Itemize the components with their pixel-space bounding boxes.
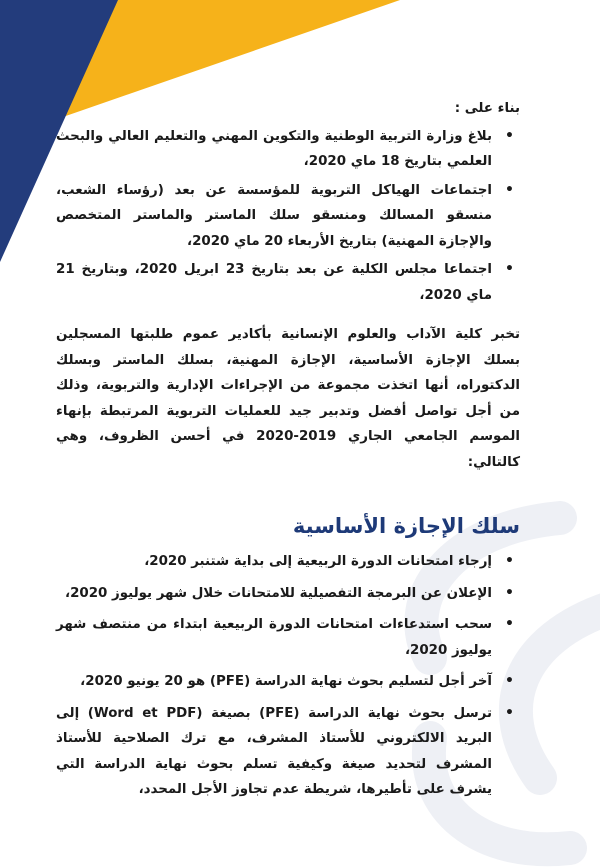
announcement-paragraph: تخبر كلية الآداب والعلوم الإنسانية بأكادير عموم طلبتها المسجلين بسلك الإجازة الأساسية، الإجازة المهنية، بسلك الماستر وبسلك الدكتوراه، أنها اتخذت مجموعة من الإجراءات الإدارية والتربوية، وذلك من أجل تواصل أفضل وتدبير جيد للعمليات التربوية المرتبطة بإنهاء الموسم الجامعي الجاري 2019-2020 في أحسن الظروف، وهي كالتالي: (56, 327, 520, 470)
section-item: • إرجاء امتحانات الدورة الربيعية إلى بداية شتنبر 2020، (56, 549, 492, 575)
section-item: • ترسل بحوث نهاية الدراسة (PFE) بصيغة (Word et PDF) إلى البريد الالكتروني للأستاذ المشرف، مع ترك الصلاحية للأستاذ المشرف لتحديد صيغة وكيفية تسلم بحوث نهاية الدراسة التي يشرف على تأطيرها، شريطة عدم تجاوز الأجل المحدد، (56, 701, 492, 803)
basis-item: • اجتماعا مجلس الكلية عن بعد بتاريخ 23 ابريل 2020، وبتاريخ 21 ماي 2020، (56, 257, 492, 308)
section-item: • آخر أجل لتسليم بحوث نهاية الدراسة (PFE) هو 20 يونيو 2020، (56, 669, 492, 695)
section-list (56, 549, 520, 803)
basis-list (56, 124, 520, 309)
section-item: • الإعلان عن البرمجة التفصيلية للامتحانات خلال شهر يوليوز 2020، (56, 581, 492, 607)
document-body (56, 96, 520, 809)
section-title: سلك الإجازة الأساسية (292, 514, 520, 538)
section-item: • سحب استدعاءات امتحانات الدورة الربيعية ابتداء من منتصف شهر يوليوز 2020، (56, 612, 492, 663)
basis-item: • اجتماعات الهياكل التربوية للمؤسسة عن بعد (رؤساء الشعب، منسقو المسالك ومنسقو سلك الماستر والماستر المتخصص والإجازة المهنية) بتاريخ الأربعاء 20 ماي 2020، (56, 178, 492, 255)
intro-line: بناء على : (454, 101, 520, 116)
basis-item: • بلاغ وزارة التربية الوطنية والتكوين المهني والتعليم العالي والبحث العلمي بتاريخ 18 ماي 2020، (56, 124, 492, 175)
